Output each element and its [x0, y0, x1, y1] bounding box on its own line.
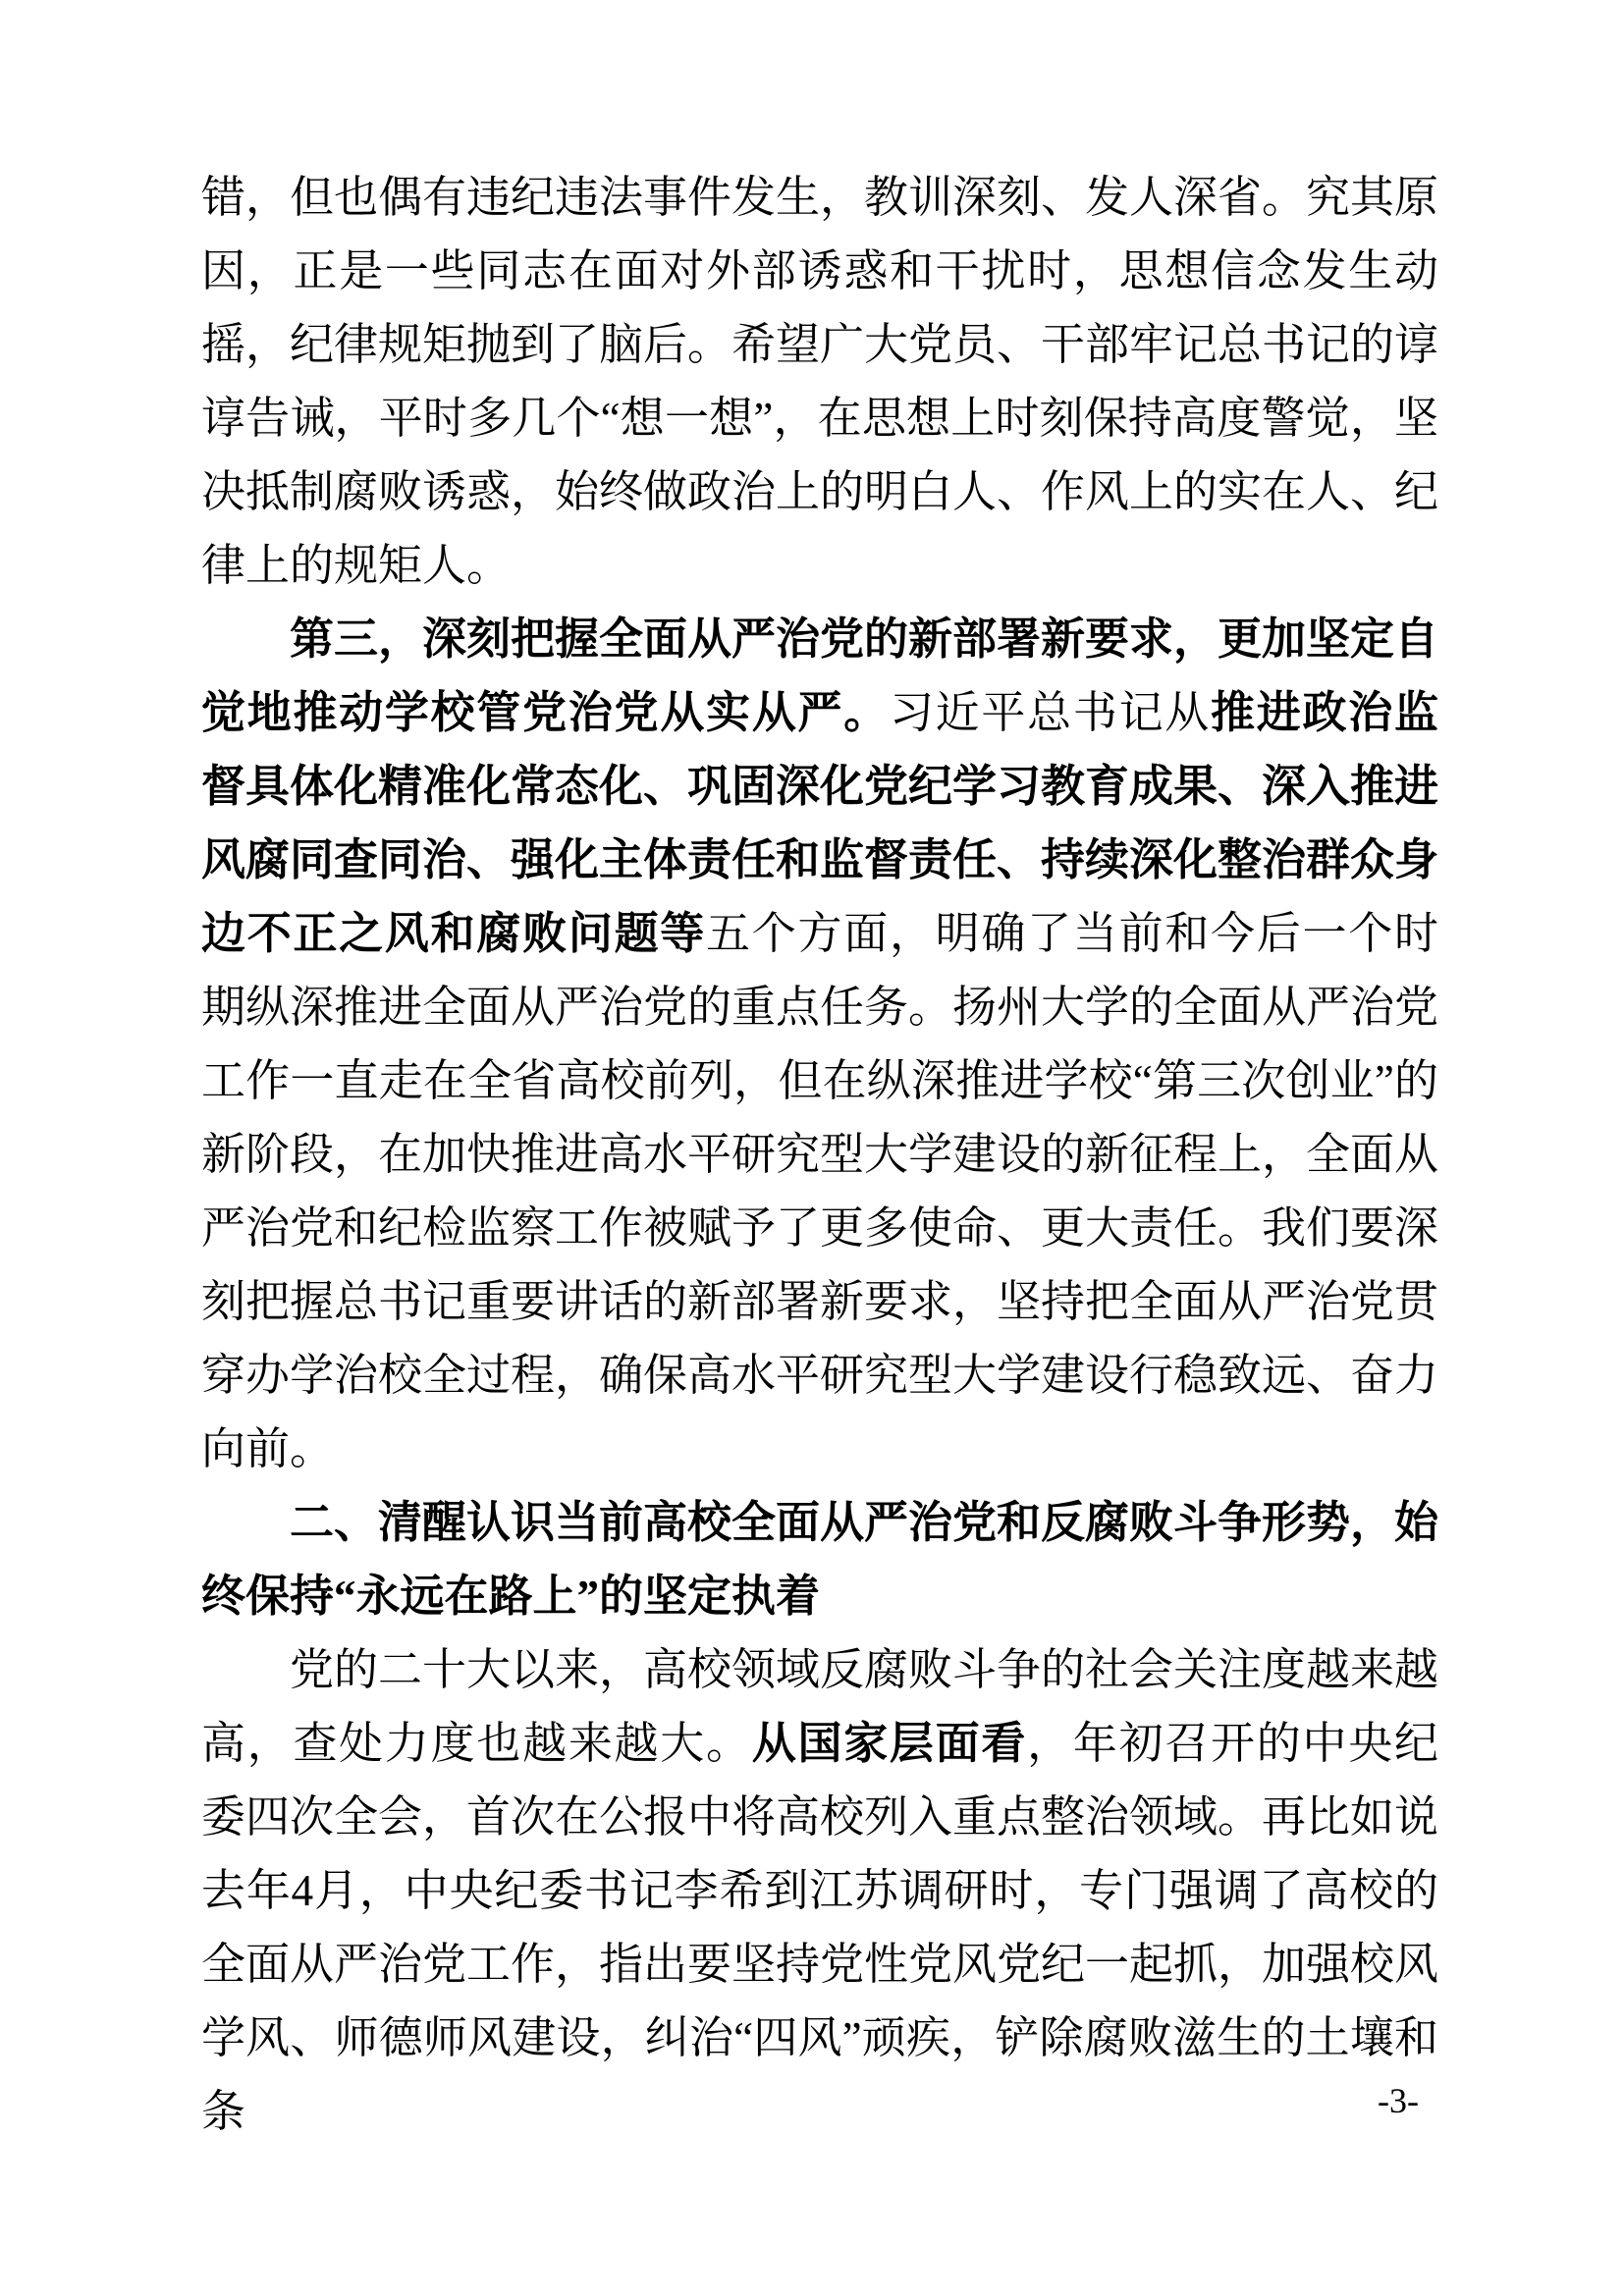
text-segment: 五个方面，明确了当前和今后一个时期纵深推进全面从严治党的重点任务。扬州大学的全面从严治党工作一直走在全省高校前列，但在纵深推进学校“第三次创业”的新阶段，在加快推进高水平研究型大学建设的新征程上，全面从严治党和纪检监察工作被赋予了更多使命、更大责任。我们要深刻把握总书记重要讲话的新部署新要求，坚持把全面从严治党贯穿办学治校全过程，确保高水平研究型大学建设行稳致远、奋力向前。 [201, 909, 1439, 1473]
bold-text-segment: 推进政治监督具体化精准化常态化、巩固深化党纪学习教育成果、深入推进风腐同查同治、强化主体责任和监督责任、持续深化整治群众身边不正之风和腐败问题等 [201, 688, 1439, 958]
text-segment: 错，但也偶有违纪违法事件发生，教训深刻、发人深省。究其原因，正是一些同志在面对外部诱惑和干扰时，思想信念发生动摇，纪律规矩抛到了脑后。希望广大党员、干部牢记总书记的谆谆告诫，平时多几个“想一想”，在思想上时刻保持高度警觉，坚决抵制腐败诱惑，始终做政治上的明白人、作风上的实在人、纪律上的规矩人。 [201, 173, 1439, 590]
text-segment: 习近平总书记从 [889, 688, 1212, 737]
bold-text-segment: 二、清醒认识当前高校全面从严治党和反腐败斗争形势，始终保持“永远在路上”的坚定执着 [201, 1498, 1439, 1621]
text-segment: 党的二十大以来，高校领域反腐败斗争的社会关注度越来越高，查处力度也越来越大。 [201, 1645, 1439, 1768]
paragraph [201, 603, 1438, 1486]
bold-text-segment: 从国家层面看 [751, 1719, 1028, 1768]
paragraph [201, 1486, 1438, 1633]
page-number: -3- [1378, 2081, 1419, 2120]
bold-text-segment: 第三，深刻把握全面从严治党的新部署新要求，更加坚定自觉地推动学校管党治党从实从严。 [201, 614, 1439, 737]
text-segment: ，年初召开的中央纪委四次全会，首次在公报中将高校列入重点整治领域。再比如说去年4月，中央纪委书记李希到江苏调研时，专门强调了高校的全面从严治党工作，指出要坚持党性党风党纪一起抓，加强校风学风、师德师风建设，纠治“四风”顽疾，铲除腐败滋生的土壤和条 [201, 1719, 1439, 2136]
paragraph [201, 1633, 1438, 2149]
document-body [201, 161, 1438, 2149]
paragraph [201, 161, 1438, 603]
